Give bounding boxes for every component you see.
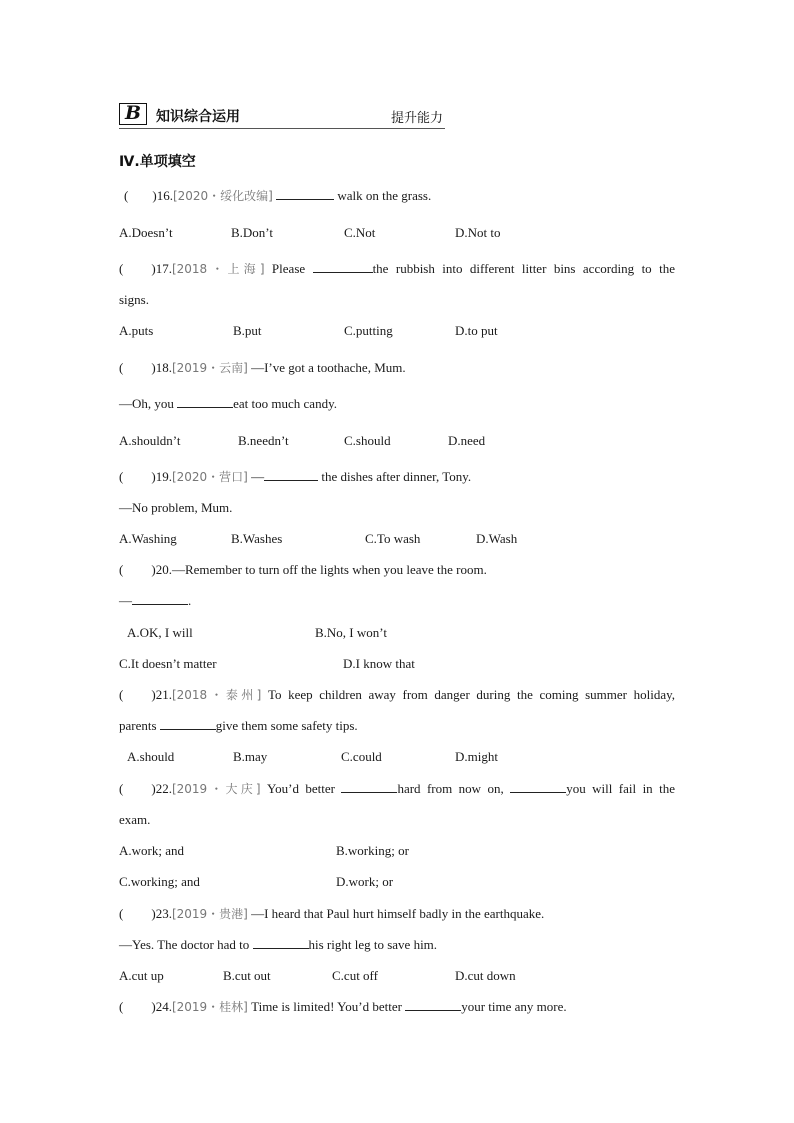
option-b[interactable]: B.No, I won’t xyxy=(315,625,387,640)
answer-blank[interactable] xyxy=(405,999,461,1011)
question-17-cont: signs. xyxy=(119,292,149,307)
option-c[interactable]: C.Not xyxy=(344,225,376,240)
question-22: ( )22.[2019・大庆] You’d better hard from now on, you will fail in the xyxy=(119,781,675,796)
option-a[interactable]: A.work; and xyxy=(119,843,184,858)
question-23: ( )23.[2019・贵港] —I heard that Paul hurt himself badly in the earthquake. xyxy=(119,906,545,921)
option-a[interactable]: A.puts xyxy=(119,323,154,338)
option-b[interactable]: B.needn’t xyxy=(238,433,289,448)
question-21: ( )21.[2018・泰州] To keep children away from danger during the coming summer holiday, xyxy=(119,687,675,702)
section-heading: Ⅳ.单项填空 xyxy=(119,154,196,170)
option-b[interactable]: B.cut out xyxy=(223,968,271,983)
answer-blank[interactable] xyxy=(264,469,318,481)
option-c[interactable]: C.cut off xyxy=(332,968,378,983)
option-d[interactable]: D.cut down xyxy=(455,968,516,983)
question-22-cont: exam. xyxy=(119,812,151,827)
question-20: ( )20.—Remember to turn off the lights when you leave the room. xyxy=(119,562,487,577)
option-a[interactable]: A.shouldn’t xyxy=(119,433,181,448)
option-d[interactable]: D.to put xyxy=(455,323,498,338)
option-b[interactable]: B.Washes xyxy=(231,531,283,546)
section-header xyxy=(119,102,445,129)
question-21-line2: parents give them some safety tips. xyxy=(119,718,358,733)
option-d[interactable]: D.Not to xyxy=(455,225,501,240)
option-c[interactable]: C.It doesn’t matter xyxy=(119,656,217,671)
question-24: ( )24.[2019・桂林] Time is limited! You’d better your time any more. xyxy=(119,999,567,1014)
answer-blank[interactable] xyxy=(313,261,373,273)
question-18-line2: —Oh, you eat too much candy. xyxy=(119,396,337,411)
option-a[interactable]: A.should xyxy=(127,749,175,764)
answer-blank[interactable] xyxy=(132,593,188,605)
option-a[interactable]: A.OK, I will xyxy=(127,625,193,640)
option-c[interactable]: C.could xyxy=(341,749,382,764)
answer-blank[interactable] xyxy=(160,718,216,730)
option-b[interactable]: B.may xyxy=(233,749,268,764)
option-d[interactable]: D.need xyxy=(448,433,486,448)
question-17: ( )17.[2018・上海] Please the rubbish into different litter bins according to the xyxy=(119,261,675,276)
option-a[interactable]: A.cut up xyxy=(119,968,164,983)
header-title: 知识综合运用 xyxy=(156,109,240,125)
question-18: ( )18.[2019・云南] —I’ve got a toothache, Mum. xyxy=(119,360,406,375)
answer-blank[interactable] xyxy=(341,781,397,793)
question-19-line2: —No problem, Mum. xyxy=(119,500,233,515)
option-c[interactable]: C.To wash xyxy=(365,531,421,546)
question-19: ( )19.[2020・营口] — the dishes after dinner, Tony. xyxy=(119,469,472,484)
option-d[interactable]: D.might xyxy=(455,749,498,764)
answer-blank[interactable] xyxy=(276,188,334,200)
option-b[interactable]: B.working; or xyxy=(336,843,409,858)
option-c[interactable]: C.putting xyxy=(344,323,393,338)
question-20-line2: — . xyxy=(119,593,192,608)
option-d[interactable]: D.work; or xyxy=(336,874,394,889)
option-c[interactable]: C.should xyxy=(344,433,391,448)
option-d[interactable]: D.Wash xyxy=(476,531,518,546)
section-b-logo: B xyxy=(119,103,147,125)
question-23-line2: —Yes. The doctor had to his right leg to save him. xyxy=(119,937,438,952)
option-b[interactable]: B.Don’t xyxy=(231,225,274,240)
answer-blank[interactable] xyxy=(253,937,309,949)
header-right-label: 提升能力 xyxy=(390,111,443,126)
header-rule xyxy=(119,128,445,129)
option-c[interactable]: C.working; and xyxy=(119,874,200,889)
option-b[interactable]: B.put xyxy=(233,323,262,338)
answer-blank[interactable] xyxy=(510,781,566,793)
question-16: ( )16.[2020・绥化改编] walk on the grass. xyxy=(124,188,432,203)
answer-blank[interactable] xyxy=(177,396,233,408)
option-d[interactable]: D.I know that xyxy=(343,656,415,671)
option-a[interactable]: A.Doesn’t xyxy=(119,225,173,240)
option-a[interactable]: A.Washing xyxy=(119,531,177,546)
